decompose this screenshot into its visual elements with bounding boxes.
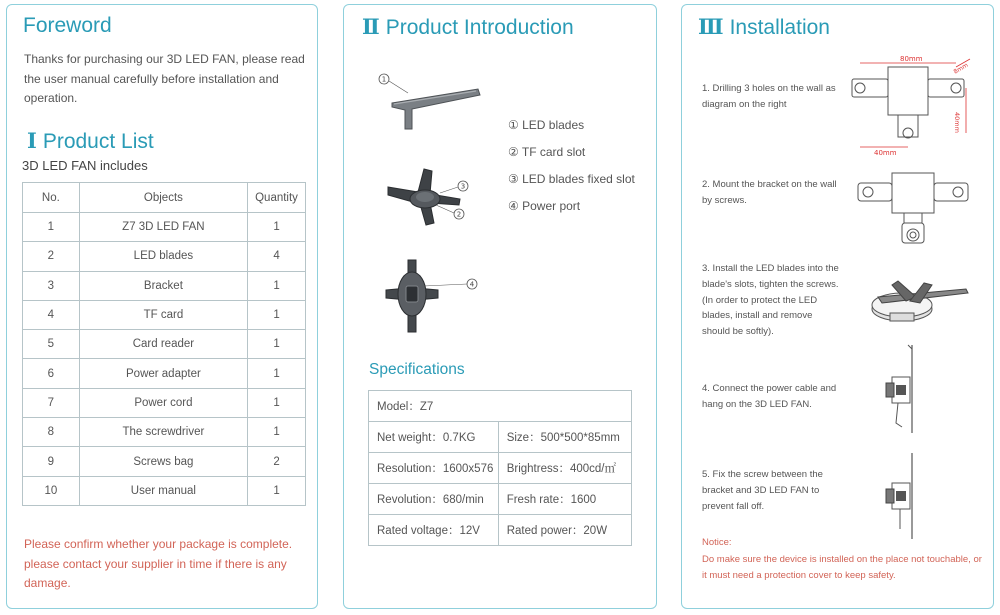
row-object: Power cord [79,388,247,417]
header-quantity: Quantity [248,183,306,213]
table-row [23,447,306,476]
row-object: Power adapter [79,359,247,388]
row-object: Screws bag [79,447,247,476]
dim-right-top-label: 8mm [952,61,970,76]
part-label: LED blades [522,118,585,132]
led-blade-illustration [374,69,484,135]
row-quantity: 1 [248,476,306,505]
spec-row [369,391,632,422]
install-step-3: 3. Install the LED blades into the blade's slots, tighten the screws.(In order to protect the LED blades, install and remove should be softly). [702,263,839,338]
part-legend-2 [508,145,585,159]
spec-row [369,453,632,484]
spec-cell: Net weight：0.7KG [369,422,499,453]
part-label: LED blades fixed slot [522,172,635,186]
blade-hub-illustration [380,163,480,233]
row-no: 6 [23,359,80,388]
spec-cell: Brightress：400cd/㎡ [498,453,631,484]
installation-title [698,14,830,40]
row-object: Z7 3D LED FAN [79,213,247,242]
spec-row [369,422,632,453]
row-quantity: 1 [248,388,306,417]
table-row [23,418,306,447]
row-object: Card reader [79,330,247,359]
product-list-numeral: Ⅰ [27,128,37,153]
notice-label: Notice: [702,537,732,548]
spec-cell: Revolution：680/min [369,484,499,515]
row-no: 1 [23,213,80,242]
product-list-title-text: Product List [42,130,154,153]
foreword-text: Thanks for purchasing our 3D LED FAN, please read the user manual carefully before installation and operation. [24,52,305,105]
spec-model: Model：Z7 [369,391,632,422]
row-object: User manual [79,476,247,505]
row-quantity: 1 [248,213,306,242]
power-port-illustration [380,250,490,340]
dim-top-label: 80mm [900,55,923,63]
specifications-title: Specifications [369,361,465,378]
product-list-title [27,128,154,154]
row-no: 10 [23,476,80,505]
row-no: 5 [23,330,80,359]
row-object: The screwdriver [79,418,247,447]
notice-text: Do make sure the device is installed on the place not touchable, or it must need a protection cover to keep safety. [702,553,982,581]
header-objects: Objects [79,183,247,213]
row-quantity: 4 [248,242,306,271]
row-quantity: 2 [248,447,306,476]
install-step-5: 5. Fix the screw between the bracket and 3D LED FAN to prevent fall off. [702,469,823,512]
product-list-table [22,182,306,506]
part-number: ① [508,118,519,132]
table-row [23,330,306,359]
product-intro-numeral: Ⅱ [362,14,380,39]
table-row [23,300,306,329]
dim-bottom-label: 40mm [874,149,897,157]
part-legend-1 [508,118,584,132]
foreword-title: Foreword [23,14,112,37]
table-row [23,271,306,300]
table-row [23,476,306,505]
product-introduction-panel [343,4,657,609]
row-object: TF card [79,300,247,329]
table-header-row [23,183,306,213]
spec-cell: Rated voltage：12V [369,515,499,546]
part-label: Power port [522,199,581,213]
blade-install-illustration [862,267,976,339]
svg-text:3: 3 [460,182,466,191]
part-legend-3 [508,172,635,186]
part-label: TF card slot [521,145,586,159]
part-number: ② [508,145,519,159]
row-object: LED blades [79,242,247,271]
row-no: 9 [23,447,80,476]
installation-title-text: Installation [729,16,830,39]
spec-row [369,484,632,515]
row-quantity: 1 [248,330,306,359]
svg-text:2: 2 [456,210,462,219]
foreword-panel [6,4,318,609]
spec-cell: Fresh rate：1600 [498,484,631,515]
svg-text:1: 1 [381,75,387,84]
install-step-1: 1. Drilling 3 holes on the wall as diagram on the right [702,83,836,110]
bracket-illustration [854,165,974,251]
spec-row [369,515,632,546]
row-no: 7 [23,388,80,417]
installation-notice [702,535,982,585]
dim-right-label: 40mm [953,112,961,133]
installation-numeral: Ⅲ [698,14,724,39]
hole-diagram-illustration [848,53,974,159]
part-number: ④ [508,199,519,213]
install-step-2: 2. Mount the bracket on the wall by screws. [702,179,837,206]
table-row [23,359,306,388]
spec-cell: Rated power：20W [498,515,631,546]
row-quantity: 1 [248,271,306,300]
product-list-subtitle: 3D LED FAN includes [22,158,148,173]
package-warning: Please confirm whether your package is complete. please contact your supplier in time if there is any damage. [24,537,293,590]
spec-cell: Resolution：1600x576 [369,453,499,484]
power-connect-illustration [878,343,928,435]
install-step-4: 4. Connect the power cable and hang on the 3D LED FAN. [702,383,837,410]
svg-text:4: 4 [469,280,475,289]
row-no: 2 [23,242,80,271]
row-quantity: 1 [248,300,306,329]
table-row [23,388,306,417]
row-no: 4 [23,300,80,329]
fix-screw-illustration [878,451,928,541]
part-legend-4 [508,199,580,213]
specifications-table [368,390,632,546]
table-row [23,213,306,242]
row-object: Bracket [79,271,247,300]
row-no: 8 [23,418,80,447]
row-quantity: 1 [248,359,306,388]
header-no: No. [23,183,80,213]
product-intro-title-text: Product Introduction [385,16,574,39]
spec-cell: Size：500*500*85mm [498,422,631,453]
table-row [23,242,306,271]
row-no: 3 [23,271,80,300]
row-quantity: 1 [248,418,306,447]
installation-panel [681,4,994,609]
product-intro-title [362,14,574,40]
part-number: ③ [508,172,519,186]
